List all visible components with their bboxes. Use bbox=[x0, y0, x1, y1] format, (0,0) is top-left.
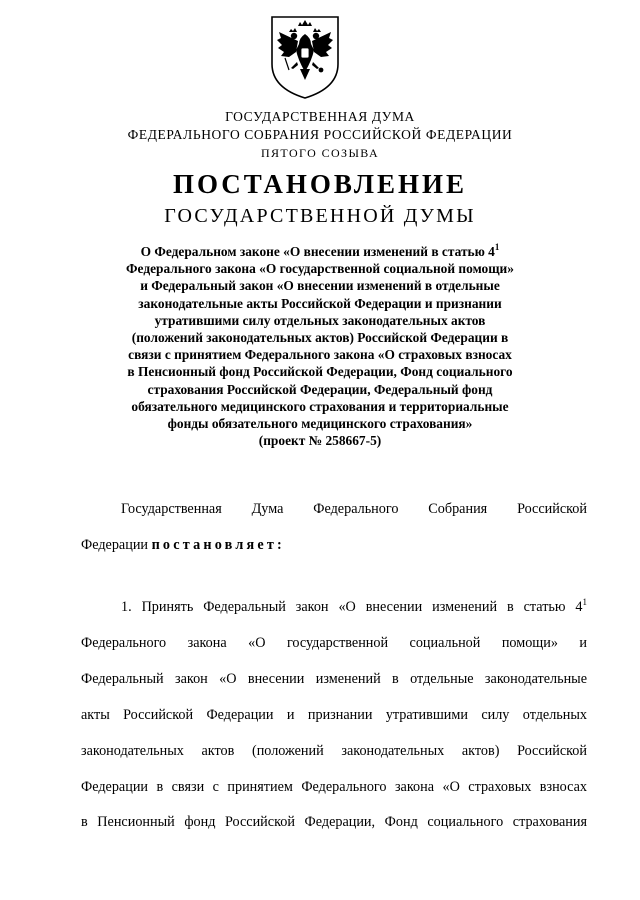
preamble-line: Государственная Дума Федерального Собрания Российской bbox=[121, 501, 587, 517]
subject-line: в Пенсионный фонд Российской Федерации, Фонд социального bbox=[127, 364, 513, 380]
org-name-line-2: ФЕДЕРАЛЬНОГО СОБРАНИЯ РОССИЙСКОЙ ФЕДЕРАЦИИ bbox=[127, 127, 513, 142]
subject-line: обязательного медицинского страхования и территориальные bbox=[131, 398, 509, 414]
subject-line: утратившими силу отдельных законодательных актов bbox=[154, 312, 486, 328]
resolves-word: постановляет: bbox=[151, 537, 285, 553]
resolution-subject bbox=[100, 243, 540, 449]
item-1-line: Федерального закона «О государственной социальной помощи» и bbox=[81, 635, 587, 651]
item-1-line: 1. Принять Федеральный закон «О внесении изменений в статью $4^1$ bbox=[121, 597, 587, 615]
subject-line: законодательные акты Российской Федерации и признании bbox=[138, 295, 502, 311]
item-1-line: в Пенсионный фонд Российской Федерации, Фонд социального страхования bbox=[81, 814, 587, 830]
subject-line: фонды обязательного медицинского страхования» bbox=[167, 416, 473, 432]
subject-line: связи с принятием Федерального закона «О страховых взносах bbox=[128, 347, 512, 363]
subject-line: О Федеральном законе «О внесении изменений в статью $4^1$ bbox=[140, 242, 500, 259]
russian-coat-of-arms-icon bbox=[269, 14, 341, 100]
subject-line: Федерального закона «О государственной социальной помощи» bbox=[126, 261, 514, 277]
item-1-line: акты Российской Федерации и признании утратившими силу отдельных bbox=[81, 707, 587, 723]
item-1-line: Федерации в связи с принятием Федерального закона «О страховых взносах bbox=[81, 779, 587, 795]
subject-line: страхования Российской Федерации, Федеральный фонд bbox=[147, 381, 493, 397]
item-1-line: Федеральный закон «О внесении изменений в отдельные законодательные bbox=[81, 671, 587, 687]
preamble-line: Федерации постановляет: bbox=[81, 537, 285, 553]
project-number: (проект № 258667-5) bbox=[258, 433, 382, 449]
document-issuer-title: ГОСУДАРСТВЕННОЙ ДУМЫ bbox=[164, 205, 476, 227]
item-1-line: законодательных актов (положений законодательных актов) Российской bbox=[81, 743, 587, 759]
convocation-line: ПЯТОГО СОЗЫВА bbox=[260, 146, 380, 160]
document-type-title: ПОСТАНОВЛЕНИЕ bbox=[172, 169, 468, 199]
org-name-line-1: ГОСУДАРСТВЕННАЯ ДУМА bbox=[225, 109, 415, 124]
subject-line: и Федеральный закон «О внесении изменений в отдельные bbox=[140, 278, 500, 294]
subject-line: (положений законодательных актов) Российской Федерации в bbox=[131, 330, 509, 346]
